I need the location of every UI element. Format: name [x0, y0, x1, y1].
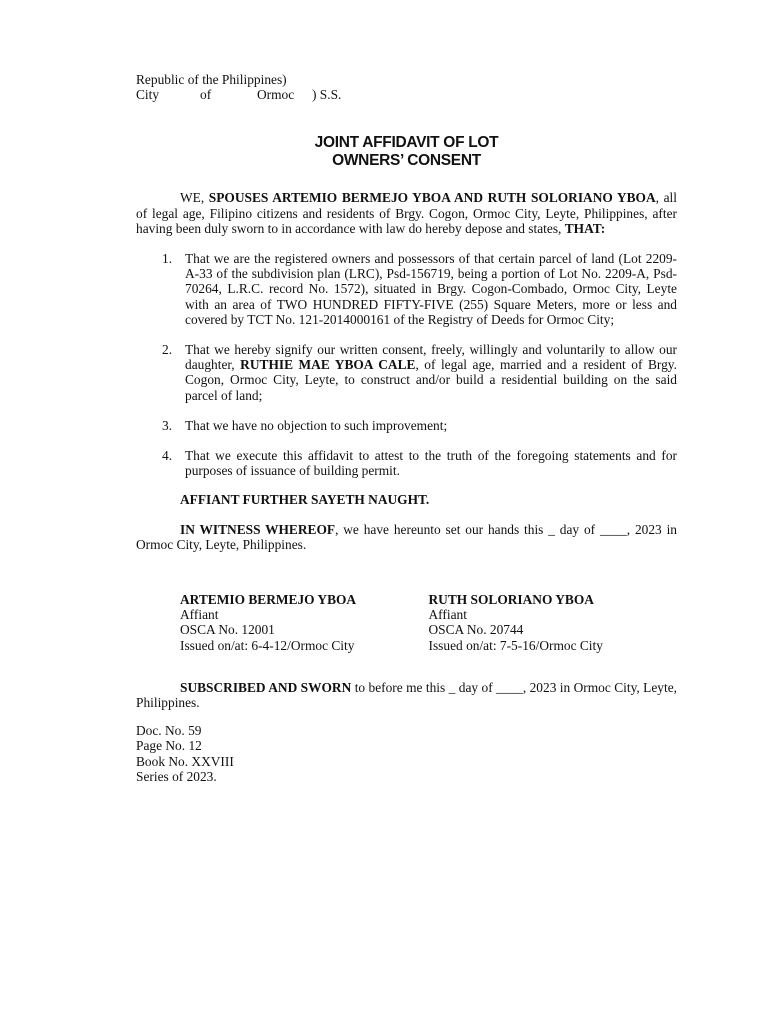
statement-item-3 — [136, 418, 677, 433]
further-sayeth: AFFIANT FURTHER SAYETH NAUGHT. — [180, 492, 430, 508]
witness-paragraph — [136, 522, 677, 552]
jurat-heading: SUBSCRIBED AND SWORN — [180, 679, 352, 695]
signatory-2 — [429, 592, 678, 653]
venue-ss: ) S.S. — [312, 87, 342, 103]
title-line-1: JOINT AFFIDAVIT OF LOT — [314, 134, 499, 152]
signatory-1-role: Affiant — [180, 607, 219, 623]
statement-text-1: That we are the registered owners and possessors of that certain parcel of land (Lot 2209-A-33 of the subdivision plan (LRC), Psd-156719, being a portion of Lot No. 2209-A, Psd-70264, L.R.C. record No. 1572), situated in Brgy. Cogon-Combado, Ormoc City, Leyte with an area of TWO HUNDRED FIFTY-FIVE (255) Square Meters, more or less and covered by TCT No. 121-2014000161 of the Registry of Deeds for Ormoc City; — [185, 251, 677, 327]
statement-text-4: That we execute this affidavit to attest to the truth of the foregoing statements and for purposes of issuance of building permit. — [185, 448, 677, 479]
book-number: Book No. XXVIII — [136, 753, 234, 769]
intro-text: , all of legal age, Filipino citizens and residents of Brgy. Cogon, Ormoc City, Leyte, Philippines, after having been duly sworn to in accordance with law do hereby depose and states, — [136, 190, 677, 236]
signatory-2-role: Affiant — [428, 607, 467, 623]
intro-that: THAT: — [564, 220, 606, 236]
signatory-1 — [136, 592, 429, 653]
intro-we: WE, — [180, 190, 209, 206]
series-year: Series of 2023. — [136, 768, 217, 784]
statement-daughter-name: RUTHIE MAE YBOA CALE — [240, 357, 416, 373]
statement-item-1 — [136, 251, 677, 327]
statement-item-4 — [136, 448, 677, 478]
signature-block — [136, 592, 677, 653]
venue-city-label: City — [136, 87, 160, 103]
title-line-2: OWNERS’ CONSENT — [332, 152, 481, 170]
intro-names: SPOUSES ARTEMIO BERMEJO YBOA AND RUTH SOLORIANO YBOA — [208, 190, 656, 206]
notarial-register — [136, 723, 677, 784]
statement-num-2: 2. — [162, 342, 173, 358]
signatory-1-issued: Issued on/at: 6-4-12/Ormoc City — [180, 637, 355, 653]
jurat-text: to before me this _ day of ____, 2023 in Ormoc City, Leyte, Philippines. — [136, 679, 677, 711]
signatory-2-issued: Issued on/at: 7-5-16/Ormoc City — [428, 637, 603, 653]
signatory-2-name: RUTH SOLORIANO YBOA — [428, 592, 594, 608]
venue-city-name: Ormoc — [257, 87, 295, 103]
intro-paragraph — [136, 190, 677, 236]
signatory-1-name: ARTEMIO BERMEJO YBOA — [180, 592, 357, 608]
affidavit-page — [136, 72, 677, 784]
statement-text-3: That we have no objection to such improvement; — [185, 417, 448, 433]
statement-text-2a: That we hereby signify our written consent, freely, willingly and voluntarily to allow our daughter, — [185, 342, 677, 373]
venue-republic: Republic of the Philippines) — [136, 72, 287, 87]
statement-text-2b: , of legal age, married and a resident of Brgy. Cogon, Ormoc City, Leyte, to construct and/or build a residential building on the said parcel of land; — [185, 357, 677, 403]
signatory-1-osca: OSCA No. 12001 — [180, 622, 275, 638]
page-number: Page No. 12 — [136, 738, 202, 754]
venue-city-row — [136, 87, 677, 102]
venue-block — [136, 72, 677, 102]
witness-text: , we have hereunto set our hands this _ day of ____, 2023 in Ormoc City, Leyte, Philippines. — [136, 521, 677, 552]
statement-num-4: 4. — [162, 448, 173, 464]
jurat-paragraph — [136, 680, 677, 710]
venue-of-label: of — [200, 87, 212, 103]
statement-list — [136, 251, 677, 478]
doc-number: Doc. No. 59 — [136, 723, 202, 739]
statement-num-3: 3. — [162, 417, 173, 433]
statement-num-1: 1. — [162, 251, 173, 267]
statement-item-2 — [136, 342, 677, 403]
signatory-2-osca: OSCA No. 20744 — [428, 622, 524, 638]
witness-heading: IN WITNESS WHEREOF — [180, 521, 336, 537]
document-title — [136, 134, 677, 170]
